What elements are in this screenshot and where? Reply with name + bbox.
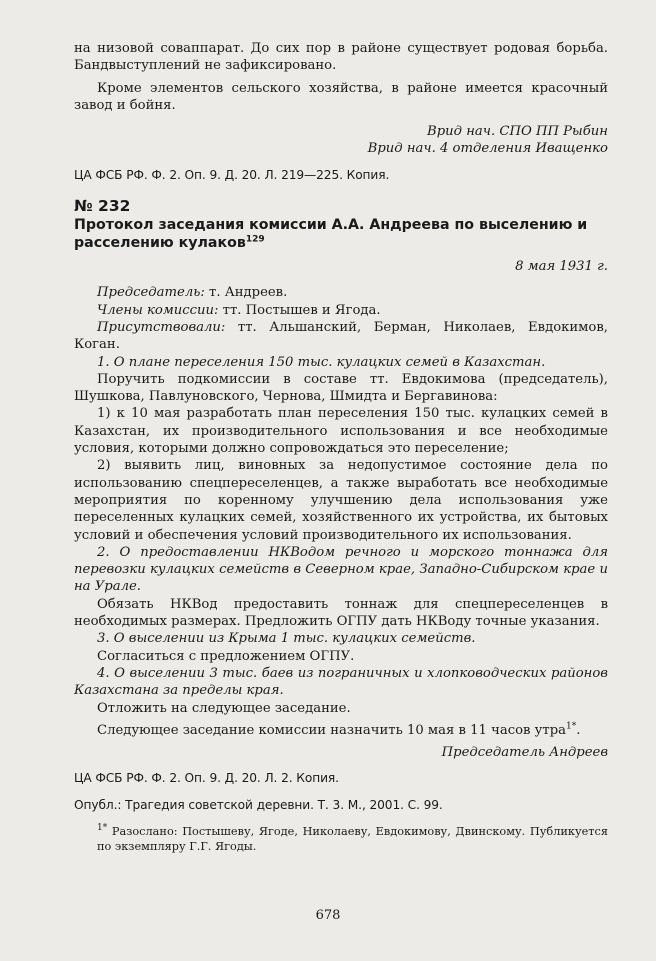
document-number: № 232 [74, 197, 131, 216]
footnote-ref: 1* [97, 823, 108, 834]
item-4-text: Отложить на следующее заседание. [97, 700, 351, 716]
next-meeting-text: Следующее заседание комиссии назначить 10 мая в 11 часов утра [97, 722, 567, 738]
next-meeting: Следующее заседание комиссии назначить 10 мая в 11 часов утра$^{1*}$. [97, 721, 581, 738]
chairman-label: Председатель: [97, 285, 205, 301]
item-1-text: Поручить подкомиссии в составе тт. Евдокимова (председатель), Шушкова, Павлуновского, Чернова, Шмидта и Бергавинова: [74, 371, 608, 405]
publication-source: Опубл.: Трагедия советской деревни. Т. 3. М., 2001. С. 99. [74, 797, 443, 812]
text-column [74, 40, 608, 854]
document-title-ref: 129 [245, 234, 265, 245]
document-date: 8 мая 1931 г. [515, 259, 608, 275]
paragraph-continuation: на низовой соваппарат. До сих пор в районе существует родовая борьба. Бандвыступлений не зафиксировано. [74, 41, 608, 74]
present-label: Присутствовали: [97, 319, 226, 335]
signature-andreev: Председатель Андреев [441, 745, 608, 761]
item-1-point-b: 2) выявить лиц, виновных за недопустимое состояние дела по использованию спецпереселенцев, а также выработать все необходимые мероприятия по коренному улучшению дела использования уже переселенных кулацких семей, хозяйственного их устройства, их бытовых условий и обеспечения условий производительного их использования. [74, 458, 608, 543]
members-line [74, 302, 608, 319]
signature-rybin: Врид нач. СПО ПП Рыбин [427, 124, 608, 140]
item-3-title: 3. О выселении из Крыма 1 тыс. кулацких семейств. [97, 631, 476, 647]
archive-source-1: ЦА ФСБ РФ. Ф. 2. Оп. 9. Д. 20. Л. 219—225. Копия. [74, 167, 390, 182]
members-value: тт. Постышев и Ягода. [218, 302, 381, 318]
present-line [74, 319, 608, 354]
paragraph-industry: Кроме элементов сельского хозяйства, в районе имеется красочный завод и бойня. [74, 80, 608, 113]
chairman-line [74, 284, 608, 301]
footnote [74, 824, 608, 854]
item-1-point-a: 1) к 10 мая разработать план переселения 150 тыс. кулацких семей в Казахстан, их производительного использования и все необходимые условия, которыми должно сопровождаться это переселение; [74, 406, 608, 457]
next-meeting-ref: 1* [566, 721, 577, 732]
archive-source-2: ЦА ФСБ РФ. Ф. 2. Оп. 9. Д. 20. Л. 2. Копия. [74, 771, 339, 786]
item-1-title: 1. О плане переселения 150 тыс. кулацких семей в Казахстан. [97, 354, 546, 370]
members-label: Члены комиссии: [97, 302, 219, 318]
document-title-text: Протокол заседания комиссии А.А. Андреева по выселению и расселению кулаков [74, 217, 588, 252]
page-number: 678 [315, 908, 341, 923]
chairman-value: т. Андреев. [204, 285, 288, 301]
item-2-title: 2. О предоставлении НКВодом речного и морского тоннажа для перевозки кулацких семейств в Северном крае, Западно-Сибирском крае и на Урале. [74, 544, 608, 595]
present-value: тт. Альшанский, Берман, Николаев, Евдокимов, Коган. [74, 319, 608, 353]
item-3-text: Согласиться с предложением ОГПУ. [97, 648, 355, 664]
item-2-text: Обязать НКВод предоставить тоннаж для спецпереселенцев в необходимых размерах. Предложить ОГПУ дать НКВоду точные указания. [74, 596, 608, 630]
document-title [74, 216, 608, 252]
footnote-text: Разослано: Постышеву, Ягоде, Николаеву, Евдокимову, Двинскому. Публикуется по экземпляру Г.Г. Ягоды. [97, 824, 608, 853]
signature-ivashchenko: Врид нач. 4 отделения Иващенко [367, 141, 608, 157]
item-4-title: 4. О выселении 3 тыс. баев из пограничных и хлопководческих районов Казахстана за пределы края. [74, 665, 608, 699]
